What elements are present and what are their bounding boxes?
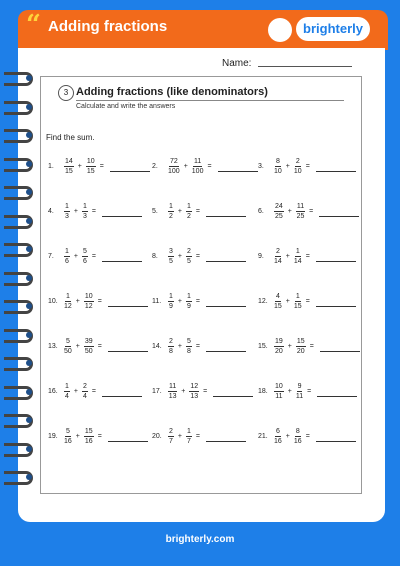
denominator: 5 xyxy=(169,257,173,265)
problem-number: 9. xyxy=(258,252,264,260)
denominator: 6 xyxy=(83,257,87,265)
equals-sign: = xyxy=(195,342,200,350)
denominator: 14 xyxy=(274,257,282,265)
binding-hole xyxy=(26,161,32,167)
problem-number: 6. xyxy=(258,207,264,215)
denominator: 8 xyxy=(169,347,173,355)
plus-sign: + xyxy=(287,342,292,350)
denominator: 20 xyxy=(275,347,283,355)
plus-sign: + xyxy=(73,252,78,260)
denominator: 15 xyxy=(274,302,282,310)
numerator: 15 xyxy=(84,427,93,435)
numerator: 1 xyxy=(169,202,173,210)
denominator: 11 xyxy=(275,392,283,400)
equals-sign: = xyxy=(207,162,212,170)
answer-blank[interactable] xyxy=(316,431,356,442)
problem-item xyxy=(48,380,142,402)
equals-sign: = xyxy=(309,207,314,215)
problem-item xyxy=(258,380,357,402)
problem-number: 12. xyxy=(258,297,268,305)
name-field[interactable] xyxy=(258,66,352,67)
numerator: 2 xyxy=(83,382,87,390)
fraction xyxy=(189,382,199,401)
numerator: 1 xyxy=(65,202,69,210)
denominator: 11 xyxy=(295,392,304,400)
plus-sign: + xyxy=(285,162,290,170)
denominator: 25 xyxy=(296,212,305,220)
equals-sign: = xyxy=(307,387,312,395)
answer-blank[interactable] xyxy=(206,296,246,307)
equals-sign: = xyxy=(305,252,310,260)
plus-sign: + xyxy=(285,432,290,440)
section-number: 3 xyxy=(58,85,74,101)
denominator: 16 xyxy=(84,437,93,445)
problem-item xyxy=(258,245,356,267)
fraction xyxy=(274,382,284,401)
denominator: 15 xyxy=(86,167,95,175)
fraction xyxy=(274,427,282,446)
name-label: Name: xyxy=(222,58,252,69)
numerator: 8 xyxy=(295,427,300,435)
binding-hole xyxy=(26,332,32,338)
fraction xyxy=(296,382,303,401)
denominator: 8 xyxy=(187,347,191,355)
instruction: Find the sum. xyxy=(46,133,95,142)
answer-blank[interactable] xyxy=(110,161,150,172)
numerator: 5 xyxy=(83,247,87,255)
binding-hole xyxy=(26,389,32,395)
denominator: 6 xyxy=(65,257,69,265)
numerator: 1 xyxy=(187,427,191,435)
denominator: 12 xyxy=(84,302,93,310)
equals-sign: = xyxy=(91,387,96,395)
fraction xyxy=(294,292,302,311)
denominator: 4 xyxy=(65,392,69,400)
binding-hole xyxy=(26,303,32,309)
fraction xyxy=(294,247,302,266)
numerator: 5 xyxy=(65,427,70,435)
worksheet-title: Adding fractions xyxy=(48,18,168,35)
fraction xyxy=(64,157,74,176)
fraction xyxy=(296,337,306,356)
denominator: 15 xyxy=(65,167,73,175)
numerator: 14 xyxy=(65,157,73,165)
numerator: 1 xyxy=(65,292,70,300)
fraction xyxy=(82,382,88,401)
numerator: 10 xyxy=(275,382,283,390)
problem-item xyxy=(48,335,148,357)
numerator: 11 xyxy=(169,382,177,390)
problem-item xyxy=(48,155,150,177)
numerator: 5 xyxy=(65,337,70,345)
fraction xyxy=(84,292,94,311)
fraction xyxy=(64,202,70,221)
denominator: 50 xyxy=(64,347,72,355)
answer-blank[interactable] xyxy=(102,386,142,397)
section-subtitle: Calculate and write the answers xyxy=(76,103,176,110)
denominator: 10 xyxy=(274,167,282,175)
numerator: 39 xyxy=(84,337,93,345)
plus-sign: + xyxy=(73,207,78,215)
answer-blank[interactable] xyxy=(317,386,357,397)
denominator: 16 xyxy=(274,437,282,445)
equals-sign: = xyxy=(195,252,200,260)
answer-blank[interactable] xyxy=(316,296,356,307)
denominator: 10 xyxy=(293,167,302,175)
denominator: 2 xyxy=(169,212,173,220)
problem-number: 20. xyxy=(152,432,162,440)
problem-item xyxy=(48,200,142,222)
denominator: 9 xyxy=(169,302,173,310)
numerator: 2 xyxy=(187,247,191,255)
denominator: 3 xyxy=(83,212,87,220)
numerator: 10 xyxy=(84,292,93,300)
answer-blank[interactable] xyxy=(320,341,360,352)
problem-number: 2. xyxy=(152,162,158,170)
fraction xyxy=(64,427,72,446)
denominator: 7 xyxy=(169,437,173,445)
problem-number: 13. xyxy=(48,342,58,350)
plus-sign: + xyxy=(177,342,182,350)
numerator: 1 xyxy=(295,292,300,300)
equals-sign: = xyxy=(305,297,310,305)
problem-item xyxy=(258,425,356,447)
numerator: 2 xyxy=(169,337,173,345)
numerator: 8 xyxy=(275,157,280,165)
fraction xyxy=(168,247,174,266)
fraction xyxy=(274,202,284,221)
equals-sign: = xyxy=(305,432,310,440)
numerator: 2 xyxy=(295,157,300,165)
denominator: 50 xyxy=(84,347,93,355)
problem-item xyxy=(152,245,246,267)
plus-sign: + xyxy=(177,207,182,215)
fraction xyxy=(64,382,70,401)
equals-sign: = xyxy=(97,342,102,350)
fraction xyxy=(296,202,305,221)
problem-number: 5. xyxy=(152,207,158,215)
numerator: 2 xyxy=(169,427,173,435)
numerator: 1 xyxy=(83,202,87,210)
equals-sign: = xyxy=(91,252,96,260)
plus-sign: + xyxy=(181,387,186,395)
denominator: 100 xyxy=(168,167,180,175)
numerator: 3 xyxy=(169,247,173,255)
binding-hole xyxy=(26,132,32,138)
fraction xyxy=(82,247,88,266)
fraction xyxy=(186,202,192,221)
problem-number: 3. xyxy=(258,162,264,170)
fraction xyxy=(186,292,192,311)
answer-blank[interactable] xyxy=(218,161,258,172)
problem-item xyxy=(152,425,246,447)
problem-number: 7. xyxy=(48,252,54,260)
problem-number: 8. xyxy=(152,252,158,260)
answer-blank[interactable] xyxy=(206,206,246,217)
answer-blank[interactable] xyxy=(206,431,246,442)
numerator: 1 xyxy=(295,247,300,255)
problem-item xyxy=(152,290,246,312)
fraction xyxy=(186,337,192,356)
denominator: 16 xyxy=(64,437,72,445)
numerator: 1 xyxy=(187,202,191,210)
numerator: 19 xyxy=(275,337,283,345)
fraction xyxy=(186,247,192,266)
problem-number: 16. xyxy=(48,387,58,395)
answer-blank[interactable] xyxy=(102,206,142,217)
plus-sign: + xyxy=(183,162,188,170)
equals-sign: = xyxy=(91,207,96,215)
fraction xyxy=(64,292,72,311)
denominator: 5 xyxy=(187,257,191,265)
problem-number: 17. xyxy=(152,387,162,395)
plus-sign: + xyxy=(75,297,80,305)
problem-item xyxy=(258,335,360,357)
numerator: 6 xyxy=(275,427,280,435)
answer-blank[interactable] xyxy=(108,341,148,352)
fraction xyxy=(274,247,282,266)
fraction xyxy=(82,202,88,221)
problem-number: 11. xyxy=(152,297,162,305)
plus-sign: + xyxy=(177,297,182,305)
denominator: 7 xyxy=(187,437,191,445)
numerator: 1 xyxy=(187,292,191,300)
binding-hole xyxy=(26,218,32,224)
denominator: 15 xyxy=(293,302,302,310)
numerator: 9 xyxy=(297,382,302,390)
fraction xyxy=(168,202,174,221)
equals-sign: = xyxy=(195,432,200,440)
equals-sign: = xyxy=(99,162,104,170)
numerator: 4 xyxy=(275,292,280,300)
denominator: 2 xyxy=(187,212,191,220)
numerator: 11 xyxy=(296,202,305,210)
problem-item xyxy=(152,335,246,357)
denominator: 9 xyxy=(187,302,191,310)
fraction xyxy=(84,337,94,356)
problem-item xyxy=(258,290,356,312)
numerator: 12 xyxy=(190,382,199,390)
binding-hole xyxy=(26,246,32,252)
answer-blank[interactable] xyxy=(206,251,246,262)
footer-url[interactable]: brighterly.com xyxy=(165,534,235,545)
fraction xyxy=(168,337,174,356)
problem-item xyxy=(258,155,356,177)
answer-blank[interactable] xyxy=(108,296,148,307)
fraction xyxy=(274,337,284,356)
answer-blank[interactable] xyxy=(316,161,356,172)
problem-item xyxy=(152,155,258,177)
quote-icon: “ xyxy=(26,10,41,40)
problem-item xyxy=(152,200,246,222)
plus-sign: + xyxy=(75,342,80,350)
fraction xyxy=(294,157,302,176)
fraction xyxy=(86,157,96,176)
equals-sign: = xyxy=(305,162,310,170)
binding-hole xyxy=(26,474,32,480)
denominator: 3 xyxy=(65,212,69,220)
fraction xyxy=(168,157,180,176)
answer-blank[interactable] xyxy=(316,251,356,262)
equals-sign: = xyxy=(195,297,200,305)
equals-sign: = xyxy=(97,297,102,305)
answer-blank[interactable] xyxy=(102,251,142,262)
fraction xyxy=(186,427,192,446)
numerator: 24 xyxy=(275,202,283,210)
fraction xyxy=(274,157,282,176)
problem-number: 4. xyxy=(48,207,54,215)
fraction xyxy=(192,157,204,176)
answer-blank[interactable] xyxy=(213,386,253,397)
numerator: 5 xyxy=(187,337,191,345)
denominator: 20 xyxy=(296,347,305,355)
numerator: 2 xyxy=(275,247,280,255)
answer-blank[interactable] xyxy=(319,206,359,217)
binding-hole xyxy=(26,75,32,81)
fraction xyxy=(64,337,72,356)
answer-blank[interactable] xyxy=(108,431,148,442)
denominator: 4 xyxy=(83,392,87,400)
problem-item xyxy=(48,245,142,267)
numerator: 10 xyxy=(86,157,95,165)
numerator: 11 xyxy=(193,157,202,165)
denominator: 16 xyxy=(293,437,302,445)
denominator: 14 xyxy=(293,257,302,265)
numerator: 1 xyxy=(169,292,173,300)
binding-hole xyxy=(26,417,32,423)
plus-sign: + xyxy=(177,432,182,440)
plus-sign: + xyxy=(285,297,290,305)
plus-sign: + xyxy=(287,207,292,215)
problem-number: 10. xyxy=(48,297,58,305)
numerator: 72 xyxy=(169,157,178,165)
problem-number: 19. xyxy=(48,432,58,440)
section-title: Adding fractions (like denominators) xyxy=(76,86,268,98)
header-circle xyxy=(268,18,292,42)
plus-sign: + xyxy=(287,387,292,395)
fraction xyxy=(168,382,177,401)
problem-item xyxy=(48,425,148,447)
denominator: 25 xyxy=(275,212,283,220)
problem-number: 1. xyxy=(48,162,54,170)
plus-sign: + xyxy=(285,252,290,260)
problem-number: 15. xyxy=(258,342,268,350)
fraction xyxy=(84,427,94,446)
problem-number: 18. xyxy=(258,387,268,395)
problem-item xyxy=(258,200,359,222)
plus-sign: + xyxy=(177,252,182,260)
problem-item xyxy=(48,290,148,312)
brand-logo[interactable]: brighterly xyxy=(296,17,370,41)
section-divider xyxy=(76,100,344,101)
binding-hole xyxy=(26,189,32,195)
denominator: 13 xyxy=(190,392,199,400)
fraction xyxy=(168,427,174,446)
binding-hole xyxy=(26,360,32,366)
binding-hole xyxy=(26,104,32,110)
binding-hole xyxy=(26,275,32,281)
plus-sign: + xyxy=(75,432,80,440)
fraction xyxy=(274,292,282,311)
denominator: 100 xyxy=(191,167,204,175)
plus-sign: + xyxy=(77,162,82,170)
numerator: 15 xyxy=(296,337,305,345)
equals-sign: = xyxy=(309,342,314,350)
equals-sign: = xyxy=(203,387,208,395)
problem-number: 21. xyxy=(258,432,268,440)
answer-blank[interactable] xyxy=(206,341,246,352)
denominator: 13 xyxy=(168,392,177,400)
fraction xyxy=(294,427,302,446)
problem-item xyxy=(152,380,253,402)
equals-sign: = xyxy=(195,207,200,215)
numerator: 1 xyxy=(65,247,69,255)
plus-sign: + xyxy=(73,387,78,395)
fraction xyxy=(64,247,70,266)
fraction xyxy=(168,292,174,311)
denominator: 12 xyxy=(64,302,72,310)
problem-number: 14. xyxy=(152,342,162,350)
binding-hole xyxy=(26,446,32,452)
numerator: 1 xyxy=(65,382,69,390)
equals-sign: = xyxy=(97,432,102,440)
